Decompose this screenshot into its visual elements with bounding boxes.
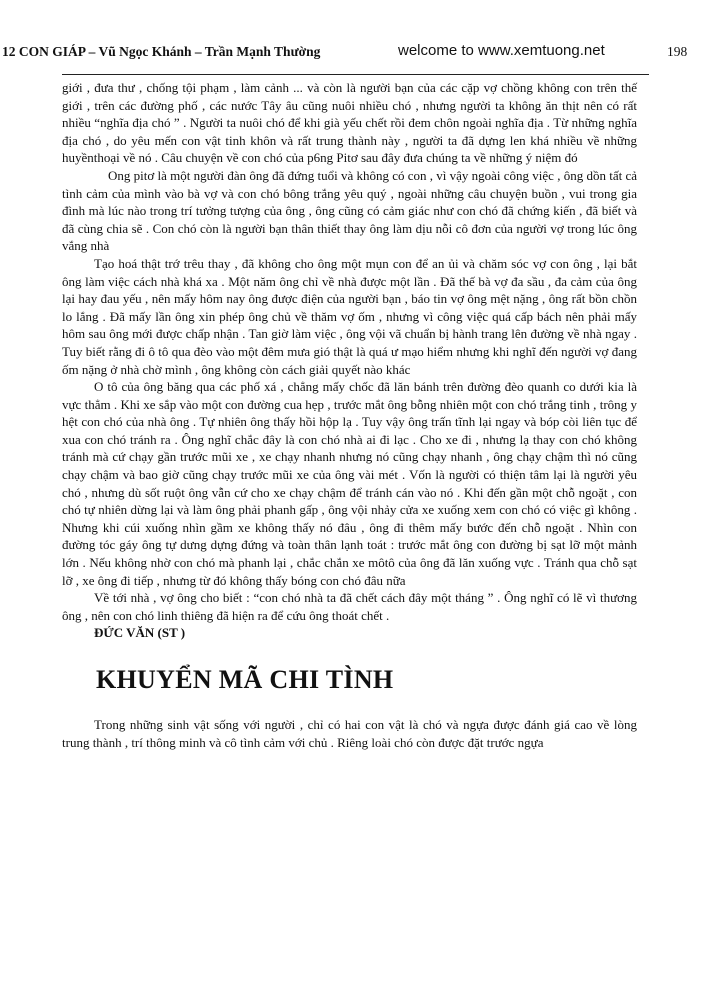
paragraph: Về tới nhà , vợ ông cho biết : “con chó nhà ta đã chết cách đây một tháng ” . Ông nghĩ có lẽ vì thương ông , nên con chó linh thiêng đã hiện ra để cứu ông thoát chết . xyxy=(62,590,637,623)
page-body xyxy=(62,79,637,751)
header-divider xyxy=(62,74,649,75)
author-signature: ĐỨC VĂN (ST ) xyxy=(94,625,186,641)
page-number: 198 xyxy=(667,44,688,59)
paragraph: O tô của ông băng qua các phố xá , chẳng mấy chốc đã lăn bánh trên đường đèo quanh co dưới kia là vực thẳm . Khi xe sắp vào một con đường cua hẹp , trước mắt ông bỗng nhiên một con chó trắng tinh , trông y hệt con chó của nhà ông . Tự nhiên ông thấy hồi hộp lạ . Tuy vậy ông trấn tĩnh lại ngay và bóp còi liên tục để xua con chó tránh ra . Ông nghĩ chắc đây là con chó nhà ai đi lạc . Cho xe đi , nhưng lạ thay con chó không tránh mà cứ chạy gần trước mũi xe , xe chạy nhanh nhưng nó cũng chạy nhanh , ông chạy chậm thì nó cũng chạy chậm và bao giờ cũng chạy trước mũi xe của ông vài mét . Vốn là người có thiện tâm lại là người yêu chó , nhưng dù sốt ruột ông vẫn cứ cho xe chạy chậm để tránh cán vào nó . Khi đến gần một chỗ ngoặt , con chó tự nhiên dừng lại và làm ông phải phanh gấp , ông vội nhảy cửa xe xuống xem con chó có việc gì không . Nhưng khi cúi xuống nhìn gầm xe không thấy nó đâu , ông đi thêm mấy bước đến chỗ ngoặt . Nhìn con đường tóc gáy ông tự dưng dựng đứng và toàn thân lạnh toát : trước mắt ông con đường bị sạt lỡ một mảnh lớn . Nếu không nhờ con chó mà phanh lại , chắc chắn xe môtô của ông đã lăn xuống vực . Tránh qua chỗ sạt lỡ , xe ông đi tiếp , nhưng từ đó không thấy bóng con chó đâu nữa xyxy=(62,379,637,588)
paragraph: Ong pitơ là một người đàn ông đã đứng tuổi và không có con , vì vậy ngoài công việc , ông dồn tất cả tình cảm của mình vào bà vợ và con chó bông trắng yêu quý , ngoài những câu chuyện buồn , vui trong gia đình mà lúc nào trong trí tưởng tượng của ông , ông cũng có cảm giác như con chó đã chứng kiến , đã biết và đã cùng chia sẽ . Con chó còn là người bạn thân thiết thay ông làm dịu nỗi cô đơn của người vợ trong lúc ông vắng nhà xyxy=(62,167,637,254)
section-paragraph: Trong những sinh vật sống với người , chỉ có hai con vật là chó và ngựa được đánh giá cao về lòng trung thành , trí thông minh và cô tình cảm với chủ . Riêng loài chó còn được đặt trước ngựa xyxy=(62,717,637,750)
section-title: KHUYỂN MÃ CHI TÌNH xyxy=(96,665,394,694)
paragraph-continued: giới , đưa thư , chống tội phạm , làm cảnh ... và còn là người bạn của các cặp vợ chồng không con trên thế giới , trên các đường phố , các nước Tây âu cũng nuôi nhiều chó , nhưng người ta không ăn thịt nên có rất nhiều “nghĩa địa chó ” . Người ta nuôi chó để khi già yếu chết rồi đem chôn ngoài nghĩa địa . Từ những nghĩa địa chó , do yêu mến con vật tinh khôn và rất trung thành này , người ta đã dựng len khá nhiều về những huyềnthoại về nó . Câu chuyện về con chó của p6ng Pitơ sau đây đưa chúng ta về những ý niệm đó xyxy=(62,80,637,166)
book-header-title: 12 CON GIÁP – Vũ Ngọc Khánh – Trần Mạnh Thường xyxy=(2,44,321,59)
paragraph: Tạo hoá thật trớ trêu thay , đã không cho ông một mụn con để an ủi và chăm sóc vợ con ông , lại bắt ông làm việc cách nhà khá xa . Một năm ông chỉ về nhà được một lần . Đã thế bà vợ đa sầu , đa cảm của ông lại hay đau yếu , nên mấy hôm nay ông được điện của người bạn , báo tin vợ ông mệt nặng , ông rất bồn chồn lo lắng . Đã mấy lần ông xin phép ông chủ về thăm vợ ốm , nhưng vì công việc quá cấp bách nên phải mấy hôm sau ông mới được chấp nhận . Tan giờ làm việc , ông vội vã chuẩn bị hành trang lên đường về nhà ngay . Tuy biết rằng đi ô tô qua đèo vào một đêm mưa gió thật là quá ư mạo hiểm nhưng khi nghĩ đến người vợ đang ốm nặng ở nhà chờ mình , ông không còn cách giải quyết nào khác xyxy=(62,255,637,377)
site-watermark-link[interactable]: welcome to www.xemtuong.net xyxy=(398,42,605,59)
